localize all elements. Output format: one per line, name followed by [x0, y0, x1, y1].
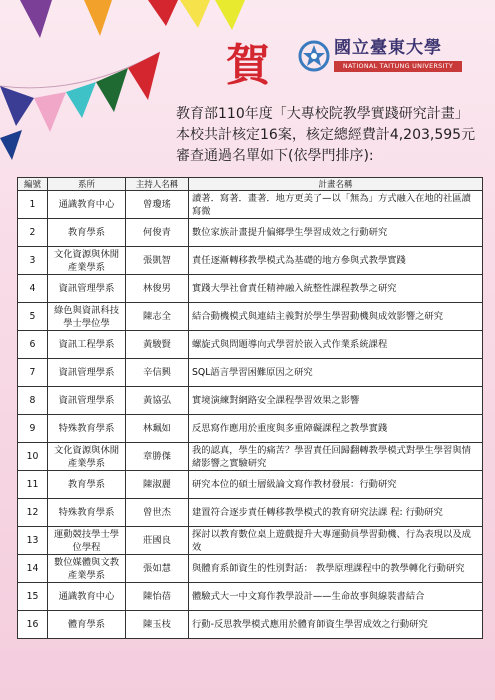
- pennant-flag: [84, 0, 112, 36]
- university-logo: [298, 38, 468, 76]
- row-host: 黃協弘: [126, 387, 189, 415]
- row-department: 資訊管理學系: [48, 359, 126, 387]
- row-number: 15: [18, 583, 48, 611]
- row-host: 莊國良: [126, 527, 189, 555]
- row-host: 林珮如: [126, 415, 189, 443]
- row-department: 特殊教育學系: [48, 415, 126, 443]
- row-project-title: 實踐大學社會責任精神融入統整性課程教學之研究: [189, 275, 483, 303]
- row-project-title: 行動-反思教學模式應用於體育師資生學習成效之行動研究: [189, 611, 483, 639]
- table-row: [18, 331, 483, 359]
- table-row: [18, 415, 483, 443]
- table-row: [18, 583, 483, 611]
- row-department: 文化資源與休閒產業學系: [48, 443, 126, 471]
- row-number: 12: [18, 499, 48, 527]
- row-project-title: 研究本位的碩士層級論文寫作教材發展：行動研究: [189, 471, 483, 499]
- congratulations-character: 賀: [226, 40, 270, 91]
- row-department: 通識教育中心: [48, 583, 126, 611]
- table-row: [18, 527, 483, 555]
- university-name-en: NATIONAL TAITUNG UNIVERSITY: [334, 61, 462, 72]
- table-row: [18, 275, 483, 303]
- pennant-flag: [128, 52, 160, 100]
- pennant-flag: [96, 68, 128, 112]
- pennant-flag: [0, 86, 34, 126]
- row-host: 陳淑麗: [126, 471, 189, 499]
- row-project-title: 探討以教育數位桌上遊戲提升大專運動員學習動機、行為表現以及成效: [189, 527, 483, 555]
- row-number: 10: [18, 443, 48, 471]
- row-host: 辛信興: [126, 359, 189, 387]
- row-project-title: 責任逐漸轉移教學模式為基礎的地方參與式教學實踐: [189, 247, 483, 275]
- pennant-flag: [20, 0, 52, 38]
- row-project-title: 結合動機模式與連結主義對於學生學習動機與成效影響之研究: [189, 303, 483, 331]
- row-department: 體育學系: [48, 611, 126, 639]
- row-department: 綠色與資訊科技學士學位學: [48, 303, 126, 331]
- row-number: 14: [18, 555, 48, 583]
- row-number: 5: [18, 303, 48, 331]
- row-project-title: SQL語言學習困難原因之研究: [189, 359, 483, 387]
- row-host: 何俊青: [126, 219, 189, 247]
- table-row: [18, 219, 483, 247]
- row-project-title: 與體育系師資生的性別對話： 教學原理課程中的教學轉化行動研究: [189, 555, 483, 583]
- table-header-row: [18, 178, 483, 191]
- row-number: 3: [18, 247, 48, 275]
- row-department: 特殊教育學系: [48, 499, 126, 527]
- university-name-zh: 國立臺東大學: [334, 38, 442, 58]
- row-department: 數位媒體與文教產業學系: [48, 555, 126, 583]
- row-project-title: 讀著．寫著．畫著．地方更美了—以「無為」方式融入在地的社區讀寫微: [189, 191, 483, 219]
- table-row: [18, 499, 483, 527]
- row-project-title: 我的認真，學生的痛苦？學習責任回歸翻轉教學模式對學生學習與情緒影響之實驗研究: [189, 443, 483, 471]
- table-row: [18, 303, 483, 331]
- heading-line-1: 教育部110年度「大專校院教學實踐研究計畫」: [176, 106, 469, 122]
- row-number: 8: [18, 387, 48, 415]
- pennant-flag: [148, 0, 178, 26]
- row-host: 張凱智: [126, 247, 189, 275]
- row-host: 林俊男: [126, 275, 189, 303]
- table-row: [18, 247, 483, 275]
- row-number: 9: [18, 415, 48, 443]
- pennant-flag: [0, 130, 22, 160]
- row-number: 7: [18, 359, 48, 387]
- row-department: 運動競技學士學位學程: [48, 527, 126, 555]
- row-project-title: 實境演練對網路安全課程學習效果之影響: [189, 387, 483, 415]
- table-row: [18, 191, 483, 219]
- pennant-flag: [66, 82, 96, 118]
- row-number: 2: [18, 219, 48, 247]
- row-host: 陳志全: [126, 303, 189, 331]
- row-host: 黃駿賢: [126, 331, 189, 359]
- row-department: 通識教育中心: [48, 191, 126, 219]
- heading-line-3: 審查通過名單如下(依學門排序):: [176, 148, 374, 164]
- row-host: 陳怡蓓: [126, 583, 189, 611]
- row-host: 章勝傑: [126, 443, 189, 471]
- row-project-title: 數位家族計畫提升偏鄉學生學習成效之行動研究: [189, 219, 483, 247]
- table-row: [18, 359, 483, 387]
- university-emblem-icon: [298, 40, 330, 72]
- row-host: 曾瓊瑤: [126, 191, 189, 219]
- row-project-title: 體驗式大一中文寫作教學設計——生命故事與線裝書結合: [189, 583, 483, 611]
- row-project-title: 建置符合逐步責任轉移教學模式的教育研究法課 程: 行動研究: [189, 499, 483, 527]
- pennant-flag: [34, 92, 66, 132]
- announcement-heading: [176, 104, 492, 167]
- row-number: 16: [18, 611, 48, 639]
- header-title: 計畫名稱: [189, 178, 483, 191]
- row-project-title: 螺旋式與問題導向式學習於嵌入式作業系統課程: [189, 331, 483, 359]
- row-department: 教育學系: [48, 471, 126, 499]
- row-project-title: 反思寫作應用於重度與多重障礙課程之教學實踐: [189, 415, 483, 443]
- row-host: 張如慧: [126, 555, 189, 583]
- approved-projects-table: [17, 177, 483, 639]
- row-department: 教育學系: [48, 219, 126, 247]
- header-host: 主持人名稱: [126, 178, 189, 191]
- header-no: 編號: [18, 178, 48, 191]
- heading-line-2: 本校共計核定16案，核定總經費計4,203,595元: [176, 127, 476, 143]
- pennant-flag: [215, 0, 245, 30]
- row-department: 資訊工程學系: [48, 331, 126, 359]
- row-number: 6: [18, 331, 48, 359]
- table-row: [18, 555, 483, 583]
- header-dept: 系所: [48, 178, 126, 191]
- table-row: [18, 387, 483, 415]
- row-department: 文化資源與休閒產業學系: [48, 247, 126, 275]
- row-number: 11: [18, 471, 48, 499]
- table-row: [18, 471, 483, 499]
- row-number: 4: [18, 275, 48, 303]
- table-row: [18, 611, 483, 639]
- row-department: 資訊管理學系: [48, 275, 126, 303]
- row-number: 13: [18, 527, 48, 555]
- row-number: 1: [18, 191, 48, 219]
- row-host: 陳玉枝: [126, 611, 189, 639]
- table-row: [18, 443, 483, 471]
- row-host: 曾世杰: [126, 499, 189, 527]
- row-department: 資訊管理學系: [48, 387, 126, 415]
- table-body: [18, 191, 483, 639]
- pennant-flag: [180, 0, 210, 28]
